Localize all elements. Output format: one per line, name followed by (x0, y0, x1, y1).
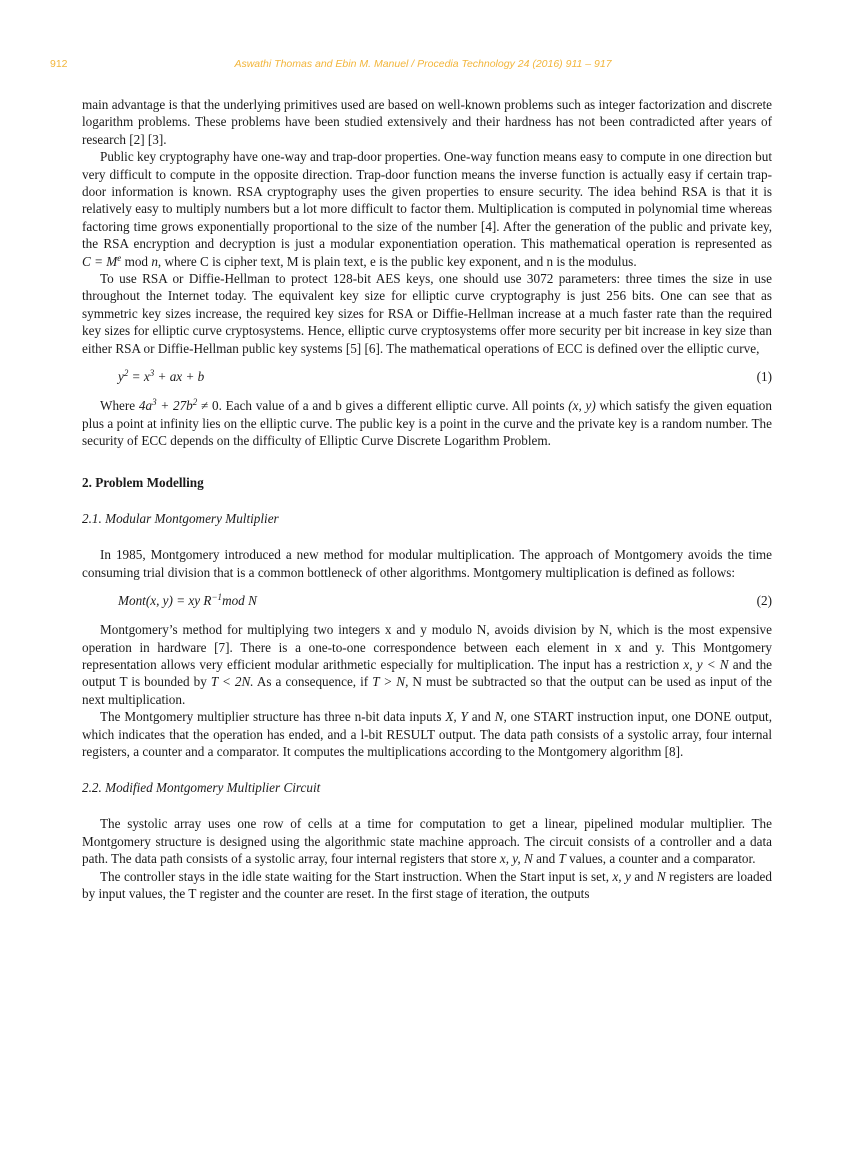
paragraph-public-key: Public key cryptography have one-way and trap-door properties. One-way function means easy to compute in one direction but very difficult to compute in the opposite direction. Trap-door function means the inverse function is actually easy if certain trap-door information is known. RSA cryptography uses the given properties to ensure security. The idea behind RSA is that it is relatively easy to multiply numbers but a lot more difficult to factor them. Multiplication is computed in polynomial time whereas factoring time grows exponentially proportional to the size of the number [4]. After the generation of the public and private key, the RSA encryption and decryption is just a modular exponentiation operation. This mathematical operation is represented as $C = M^e$ mod n, where C is cipher text, M is plain text, e is the public key exponent, and n is the modulus. (82, 149, 772, 269)
journal-citation: Aswathi Thomas and Ebin M. Manuel / Procedia Technology 24 (2016) 911 – 917 (234, 58, 612, 70)
equation-1-number: (1) (756, 369, 772, 385)
paragraph-rsa-intro: main advantage is that the underlying primitives used are based on well-known problems such as integer factorization and discrete logarithm problems. These problems have been studied extensively and their hardness has not been contradicted after years of research [2] [3]. (82, 97, 772, 147)
equation-2 (82, 592, 772, 610)
paragraph-elliptic-curve: Where $4a^3 + 27b^2 \ne 0$. Each value of a and b gives a different elliptic curve. All points (x, y) which satisfy the given equation plus a point at infinity lies on the elliptic curve. The public key is a point in the curve and the private key is a random number. The security of ECC depends on the difficulty of Elliptic Curve Discrete Logarithm Problem. (82, 397, 772, 448)
subsection-title-modified-circuit: 2.2. Modified Montgomery Multiplier Circuit (82, 780, 321, 796)
paragraph-key-sizes: To use RSA or Diffie-Hellman to protect 128-bit AES keys, one should use 3072 parameters: three times the size in use throughout the Internet today. The equivalent key size for elliptic curve cryptography is just 256 bits. One can see that as symmetric key sizes increase, the required key sizes for RSA or Diffie-Hellman increase at a much faster rate than the required key sizes for elliptic curve cryptosystems. Hence, elliptic curve cryptosystems offer more security per bit increase in key size than either RSA or Diffie-Hellman public key systems [5] [6]. The mathematical operations of ECC is defined over the elliptic curve, (82, 271, 772, 356)
paragraph-controller: The controller stays in the idle state waiting for the Start instruction. When the Start input is set, x, y and N registers are loaded by input values, the T register and the counter are reset. In the first stage of iteration, the outputs (82, 868, 772, 901)
paragraph-montgomery-method: Montgomery’s method for multiplying two integers x and y modulo N, avoids division by N, which is the most expensive operation in hardware [7]. There is a one-to-one correspondence between each element in x and y. This Montgomery representation allows very efficient modular arithmetic especially for multiplication. The input has a restriction x, y < N and the output T is bounded by T < 2N. As a consequence, if T > N, N must be subtracted so that the output can be used as input of the next multiplication. (82, 622, 773, 707)
rsa-formula: $C = M^e$ mod n (82, 252, 158, 269)
paragraph-montgomery-structure: The Montgomery multiplier structure has three n-bit data inputs X, Y and N, one START instruction input, one DONE output, which indicates that the operation has ended, and a l-bit RESULT output. The data path consists of a systolic array, four internal registers, a counter and a comparator. It computes the multiplications according to the Montgomery algorithm [8]. (82, 709, 773, 759)
page-number: 912 (50, 58, 68, 70)
running-header (0, 58, 846, 74)
page-body (82, 96, 772, 902)
paragraph-montgomery-1985: In 1985, Montgomery introduced a new method for modular multiplication. The approach of Montgomery avoids the time consuming trial division that is a common bottleneck of other algorithms. Montgomery multiplication is defined as follows: (82, 547, 772, 580)
equation-2-number: (2) (756, 593, 772, 609)
equation-2-formula: Mont(x, y) = xy $R^{-1}mod$ N (118, 592, 257, 609)
equation-1 (82, 368, 772, 386)
equation-1-formula: $y^2 = x^3$ + ax + b (118, 368, 205, 385)
subsection-title-montgomery-multiplier: 2.1. Modular Montgomery Multiplier (82, 511, 279, 527)
section-title-problem-modelling: 2. Problem Modelling (82, 475, 204, 491)
paragraph-systolic-array: The systolic array uses one row of cells at a time for computation to get a linear, pipelined modular multiplier. The Montgomery structure is designed using the algorithmic state machine approach. The circuit consists of a controller and a data path. The data path consists of a systolic array, four internal registers that store x, y, N and T values, a counter and a comparator. (82, 816, 772, 867)
discriminant-formula: $4a^3 + 27b^2 \ne 0$. (138, 397, 222, 414)
